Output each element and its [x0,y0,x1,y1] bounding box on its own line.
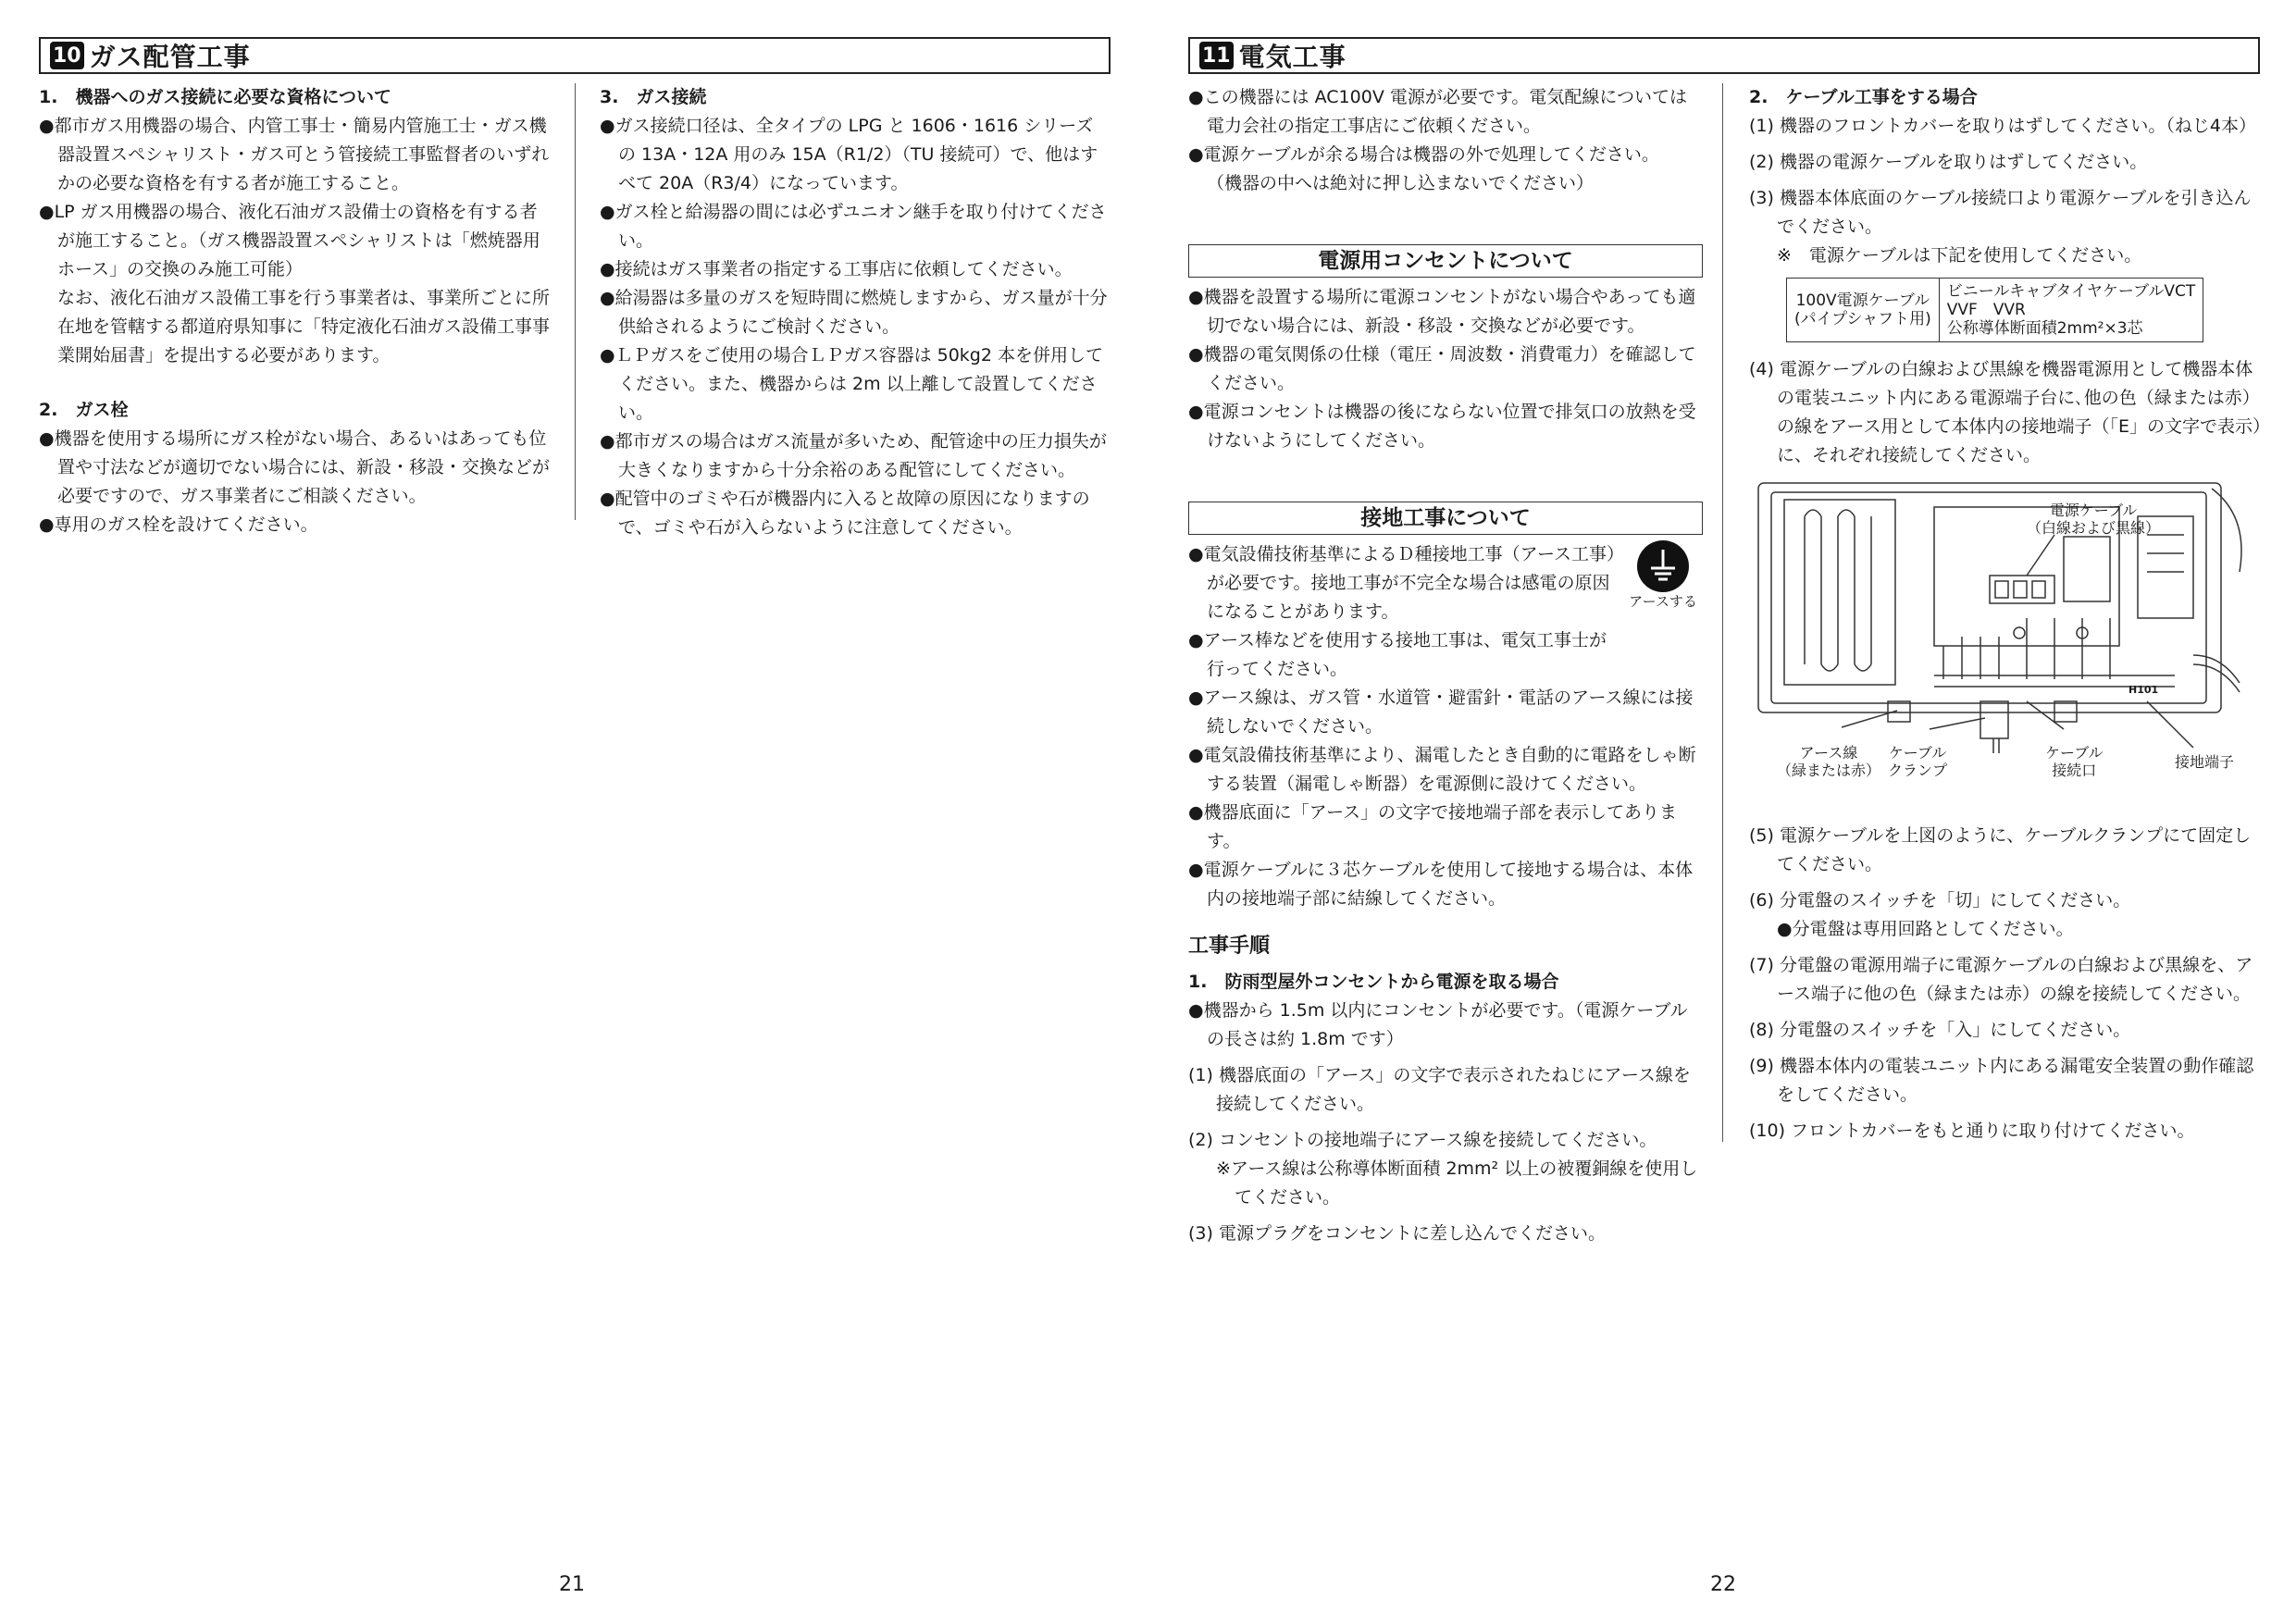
label-model-mark: H101 [2128,684,2159,696]
label-cable-inlet: ケーブル 接続口 [2045,744,2104,779]
page-number: 22 [1710,1573,1736,1596]
list-item: ●給湯器は多量のガスを短時間に燃焼しますから、ガス量が十分供給されるようにご検討ください。 [600,288,1108,337]
column-divider [1722,83,1723,1142]
step-note: ●分電盤は専用回路としてください。 [1777,919,2074,939]
list-item: ●LP ガス用機器の場合、液化石油ガス設備士の資格を有する者が施工すること。（ガス機器設置スペシャリストは「燃焼器用ホース」の交換のみ施工可能） [39,202,540,279]
heading-grounding: 接地工事について [1188,502,1703,535]
list-item: ●都市ガス用機器の場合、内管工事士・簡易内管施工士・ガス機器設置スペシャリスト・ガス可とう管接続工事監督者のいずれかの必要な資格を有する者が施工すること。 [39,116,550,193]
heading-outdoor-outlet: 1. 防雨型屋外コンセントから電源を取る場合 [1188,972,1559,992]
step-item: (8) 分電盤のスイッチを「入」にしてください。 [1749,1020,2131,1040]
list-item: ●電源コンセントは機器の後にならない位置で排気口の放熱を受けないようにしてください。 [1188,402,1696,451]
note-paragraph: （機器の中へは絶対に押し込まないでください） [1207,173,1595,193]
step-item: (6) 分電盤のスイッチを「切」にしてください。 [1749,890,2131,911]
step-item: (9) 機器本体内の電装ユニット内にある漏電安全装置の動作確認をしてください。 [1749,1056,2254,1105]
list-item: ●機器の電気関係の仕様（電圧・周波数・消費電力）を確認してください。 [1188,344,1696,393]
step-item: (2) 機器の電源ケーブルを取りはずしてください。 [1749,152,2148,172]
wiring-diagram [1749,479,2253,809]
step-item: (10) フロントカバーをもと通りに取り付けてください。 [1749,1121,2195,1141]
gas-column-1 [39,83,552,539]
label-ground-terminal: 接地端子 [2175,753,2235,771]
page-number: 21 [559,1573,585,1596]
list-item: ●アース線は、ガス管・水道管・避雷針・電話のアース線には接続しないでください。 [1188,688,1694,737]
heading-cable-work: 2. ケーブル工事をする場合 [1749,87,1978,107]
list-item: ●接続はガス事業者の指定する工事店に依頼してください。 [600,259,1073,279]
list-item: ●電源ケーブルが余る場合は機器の外で処理してください。 [1188,144,1659,165]
section-number-badge: 10 [50,42,84,69]
page-22 [1148,0,2296,1623]
section-title: ガス配管工事 [89,42,251,72]
cable-note: ※ 電源ケーブルは下記を使用してください。 [1777,245,2142,266]
step-item: (3) 機器本体底面のケーブル接続口より電源ケーブルを引き込んでください。 [1749,188,2252,237]
cable-spec-line: VVF VVR [1946,301,2026,319]
heading-power-outlet: 電源用コンセントについて [1188,244,1703,278]
list-item: ●機器から 1.5m 以内にコンセントが必要です。（電源ケーブルの長さは約 1.8m です） [1188,1000,1688,1049]
step-note: ※アース線は公称導体断面積 2mm² 以上の被覆銅線を使用してください。 [1216,1158,1698,1208]
ground-icon [1637,540,1689,592]
step-item: (2) コンセントの接地端子にアース線を接続してください。 [1188,1130,1657,1150]
list-item: ●機器底面に「アース」の文字で接地端子部を表示してあります。 [1188,802,1678,851]
heading-gas-connection: 3. ガス接続 [600,87,707,107]
note-paragraph: なお、液化石油ガス設備工事を行う事業者は、事業所ごとに所在地を管轄する都道府県知事に「特定液化石油ガス設備工事事業開始届書」を提出する必要があります。 [57,288,551,365]
cable-type-cell: 100V電源ケーブル (パイプシャフト用) [1787,279,1940,342]
step-item: (5) 電源ケーブルを上図のように、ケーブルクランプにて固定してください。 [1749,825,2252,874]
list-item: ●この機器には AC100V 電源が必要です。電気配線については電力会社の指定工事店にご依頼ください。 [1188,87,1687,136]
earth-symbol [1625,540,1701,611]
step-item: (3) 電源プラグをコンセントに差し込んでください。 [1188,1223,1606,1244]
list-item: ●ＬＰガスをご使用の場合ＬＰガス容器は 50kg2 本を併用してください。また、機器からは 2m 以上離して設置してください。 [600,345,1103,423]
earth-caption: アースする [1629,593,1697,610]
list-item: ●ガス接続口径は、全タイプの LPG と 1606・1616 シリーズの 13A・12A 用のみ 15A（R1/2）（TU 接続可）で、他はすべて 20A（R3/4）になっています。 [600,116,1098,193]
heading-qualification: 1. 機器へのガス接続に必要な資格について [39,87,392,107]
list-item: ●都市ガスの場合はガス流量が多いため、配管途中の圧力損失が大きくなりますから十分余裕のある配管にしてください。 [600,431,1107,480]
electric-column-1 [1188,83,1703,1248]
list-item: ●電気設備技術基準によるＤ種接地工事（アース工事）が必要です。接地工事が不完全な場合は感電の原因になることがあります。 [1188,544,1616,622]
step-item: (1) 機器のフロントカバーを取りはずしてください。（ねじ4本） [1749,116,2256,136]
section-header-electric [1188,37,2260,74]
label-cable-clamp: ケーブル クランプ [1888,744,1948,779]
cable-spec-line: 公称導体断面積2mm²×3芯 [1946,319,2143,338]
heading-gas-cock: 2. ガス栓 [39,400,129,420]
list-item: ●機器を使用する場所にガス栓がない場合、あるいはあっても位置や寸法などが適切でない場合には、新設・移設・交換などが必要ですので、ガス事業者にご相談ください。 [39,428,551,506]
label-earth-wire: アース線 （緑または赤） [1777,744,1881,779]
step-item: (4) 電源ケーブルの白線および黒線を機器電源用として機器本体の電装ユニット内にある電源端子台に､他の色（緑または赤）の線をアース用として本体内の接地端子（「E」の文字で表示）に、それぞれ接続してください。 [1749,359,2262,465]
heading-procedure: 工事手順 [1188,935,1271,958]
list-item: ●機器を設置する場所に電源コンセントがない場合やあっても適切でない場合には、新設・移設・交換などが必要です。 [1188,287,1696,336]
section-title: 電気工事 [1238,42,1347,72]
step-item: (1) 機器底面の「アース」の文字で表示されたねじにアース線を接続してください。 [1188,1065,1691,1114]
step-item: (7) 分電盤の電源用端子に電源ケーブルの白線および黒線を、アース端子に他の色（緑または赤）の線を接続してください。 [1749,955,2253,1004]
cable-spec-table [1786,278,2203,342]
section-number-badge: 11 [1199,42,1234,69]
electric-column-2 [1749,83,2264,1146]
cable-spec-cell [1939,279,2203,342]
column-divider [575,83,576,520]
list-item: ●電源ケーブルに３芯ケーブルを使用して接地する場合は、本体内の接地端子部に結線してください。 [1188,860,1694,909]
cable-spec-line: ビニールキャブタイヤケーブルVCT [1946,282,2196,301]
section-header-gas [39,37,1111,74]
list-item: ●ガス栓と給湯器の間には必ずユニオン継手を取り付けてください。 [600,202,1107,251]
list-item: ●専用のガス栓を設けてください。 [39,514,318,535]
list-item: ●配管中のゴミや石が機器内に入ると故障の原因になりますので、ゴミや石が入らないように注意してください。 [600,489,1090,538]
gas-column-2 [600,83,1111,542]
label-power-cable: 電源ケーブル （白線および黒線） [2027,502,2161,537]
list-item: ●アース棒などを使用する接地工事は、電気工事士が行ってください。 [1188,630,1607,679]
grounding-block [1188,540,1703,684]
list-item: ●電気設備技術基準により、漏電したとき自動的に電路をしゃ断する装置（漏電しゃ断器）を電源側に設けてください。 [1188,745,1696,794]
